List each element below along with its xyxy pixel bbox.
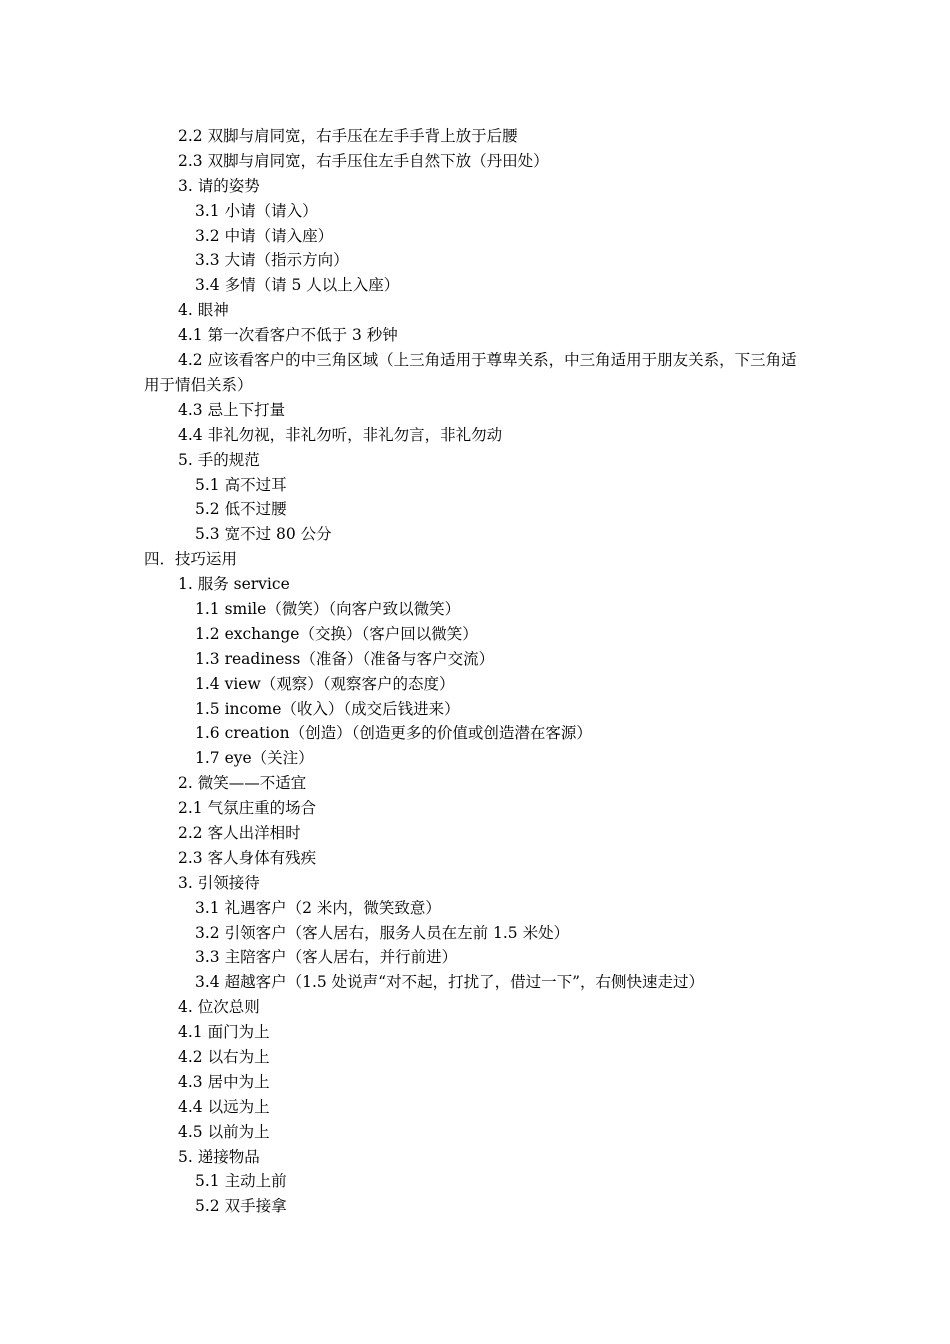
text-line: 3.4 多情（请 5 人以上入座） bbox=[195, 276, 400, 295]
text-line: 1.4 view（观察）（观察客户的态度） bbox=[195, 674, 455, 693]
section-heading: 3. 请的姿势 bbox=[178, 176, 260, 195]
text-line: 4.5 以前为上 bbox=[178, 1122, 270, 1141]
text-line: 4.3 忌上下打量 bbox=[178, 400, 286, 419]
text-line: 4.1 第一次看客户不低于 3 秒钟 bbox=[178, 326, 398, 345]
section-heading: 4. 眼神 bbox=[178, 301, 229, 320]
text-line: 5.1 主动上前 bbox=[195, 1172, 287, 1191]
text-line: 5.1 高不过耳 bbox=[195, 475, 287, 494]
text-line: 5.2 低不过腰 bbox=[195, 500, 287, 519]
text-line: 4.3 居中为上 bbox=[178, 1072, 270, 1091]
text-line: 3.3 主陪客户（客人居右，并行前进） bbox=[195, 948, 458, 967]
text-line: 2.3 双脚与肩同宽，右手压住左手自然下放（丹田处） bbox=[178, 151, 549, 170]
chapter-heading: 四．技巧运用 bbox=[144, 550, 238, 569]
section-heading: 5. 手的规范 bbox=[178, 450, 260, 469]
section-heading: 3. 引领接待 bbox=[178, 873, 260, 892]
document-body bbox=[144, 124, 812, 1219]
text-line: 4.2 以右为上 bbox=[178, 1047, 270, 1066]
text-line: 1.1 smile（微笑）（向客户致以微笑） bbox=[195, 599, 461, 618]
text-line: 1.6 creation（创造）（创造更多的价值或创造潜在客源） bbox=[195, 724, 592, 743]
text-line: 2.1 气氛庄重的场合 bbox=[178, 799, 317, 818]
text-line: 1.2 exchange（交换）（客户回以微笑） bbox=[195, 624, 478, 643]
text-line: 2.3 客人身体有残疾 bbox=[178, 848, 317, 867]
text-line: 4.4 以远为上 bbox=[178, 1097, 270, 1116]
text-line: 5.3 宽不过 80 公分 bbox=[195, 525, 332, 544]
text-line: 3.2 中请（请入座） bbox=[195, 226, 334, 245]
text-line: 3.4 超越客户（1.5 处说声“对不起，打扰了，借过一下”，右侧快速走过） bbox=[195, 973, 705, 992]
text-line: 4.4 非礼勿视，非礼勿听，非礼勿言，非礼勿动 bbox=[178, 425, 503, 444]
text-line: 5.2 双手接拿 bbox=[195, 1197, 287, 1216]
text-line: 1.7 eye（关注） bbox=[195, 749, 314, 768]
text-line: 2.2 双脚与肩同宽，右手压在左手手背上放于后腰 bbox=[178, 127, 518, 145]
section-heading: 4. 位次总则 bbox=[178, 998, 260, 1017]
text-paragraph: 4.2 应该看客户的中三角区域（上三角适用于尊卑关系，中三角适用于朋友关系，下三角适用于情侣关系） bbox=[144, 351, 797, 394]
text-line: 3.2 引领客户（客人居右，服务人员在左前 1.5 米处） bbox=[195, 923, 570, 942]
text-line: 1.5 income（收入）（成交后钱进来） bbox=[195, 699, 460, 718]
text-line: 2.2 客人出洋相时 bbox=[178, 823, 301, 842]
section-heading: 1. 服务 service bbox=[178, 575, 290, 594]
text-line: 1.3 readiness（准备）（准备与客户交流） bbox=[195, 649, 495, 668]
section-heading: 2. 微笑——不适宜 bbox=[178, 774, 307, 793]
text-line: 3.3 大请（指示方向） bbox=[195, 251, 349, 270]
text-line: 3.1 小请（请入） bbox=[195, 201, 318, 220]
text-line: 3.1 礼遇客户（2 米内，微笑致意） bbox=[195, 898, 441, 917]
section-heading: 5. 递接物品 bbox=[178, 1147, 260, 1166]
text-line: 4.1 面门为上 bbox=[178, 1023, 270, 1042]
